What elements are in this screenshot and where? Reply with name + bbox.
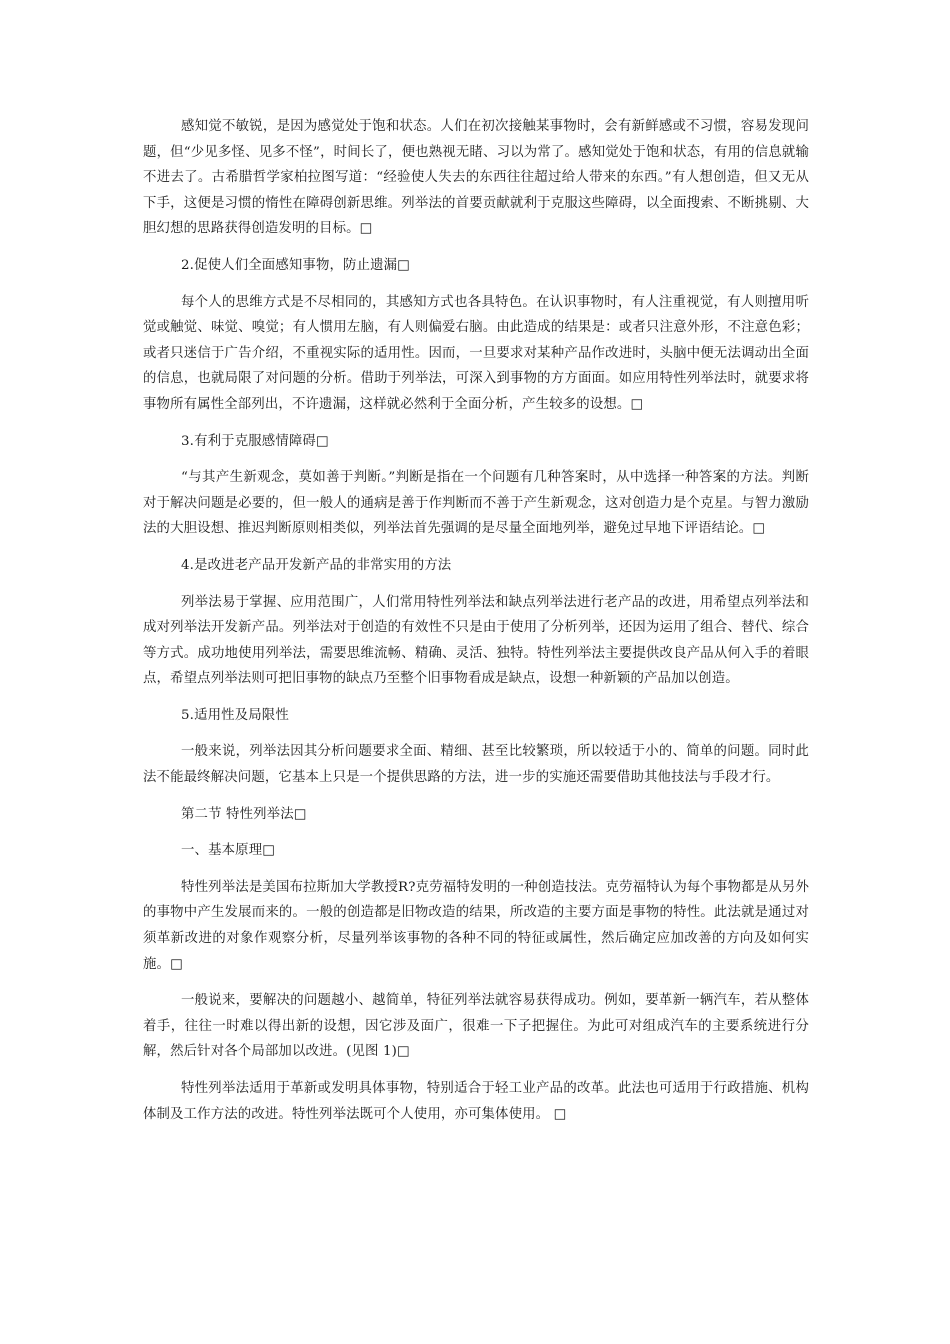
- paragraph-applicability: 特性列举法适用于革新或发明具体事物，特别适合于轻工业产品的改革。此法也可适用于行政措施、机构体制及工作方法的改进。特性列举法既可个人使用，亦可集体使用。 □: [143, 1081, 809, 1122]
- section-heading-5: 5.适用性及局限性: [181, 707, 289, 723]
- document-body: [143, 114, 809, 1138]
- section-heading-3: 3.有利于克服感情障碍□: [181, 433, 329, 449]
- paragraph-thinking-styles: 每个人的思维方式是不尽相同的，其感知方式也各具特色。在认识事物时，有人注重视觉，有人则擅用听觉或触觉、味觉、嗅觉；有人惯用左脑，有人则偏爱右脑。由此造成的结果是：或者只注意外形，不注意色彩；或者只迷信于广告介绍，不重视实际的适用性。因而，一旦要求对某种产品作改进时，头脑中便无法调动出全面的信息，也就局限了对问题的分析。借助于列举法，可深入到事物的方方面面。如应用特性列举法时，就要求将事物所有属性全部列出，不许遗漏，这样就必然利于全面分析，产生较多的设想。□: [143, 294, 809, 412]
- subsection-title-basic-principle: 一、基本原理□: [181, 843, 276, 859]
- paragraph-product-improvement: 列举法易于掌握、应用范围广，人们常用特性列举法和缺点列举法进行老产品的改进，用希望点列举法和成对列举法开发新产品。列举法对于创造的有效性不只是由于使用了分析列举，还因为运用了组合、替代、综合等方式。成功地使用列举法，需要思维流畅、精确、灵活、独特。特性列举法主要提供改良产品从何入手的着眼点，希望点列举法则可把旧事物的缺点乃至整个旧事物看成是缺点，设想一种新颖的产品加以创造。: [143, 594, 809, 687]
- paragraph-perception-saturation: 感知觉不敏锐，是因为感觉处于饱和状态。人们在初次接触某事物时，会有新鲜感或不习惯，容易发现问题，但“少见多怪、见多不怪”，时间长了，便也熟视无睹、习以为常了。感知觉处于饱和状态，有用的信息就输不进去了。古希腊哲学家柏拉图写道：“经验使人失去的东西往往超过给人带来的东西。”有人想创造，但又无从下手，这便是习惯的惰性在障碍创新思维。列举法的首要贡献就利于克服这些障碍，以全面搜索、不断挑剔、大胆幻想的思路获得创造发明的目标。□: [143, 119, 809, 237]
- chapter-section-title: 第二节 特性列举法□: [181, 806, 307, 822]
- paragraph-crawford-method: 特性列举法是美国布拉斯加大学教授R?克劳福特发明的一种创造技法。克劳福特认为每个事物都是从另外的事物中产生发展而来的。一般的创造都是旧物改造的结果，所改造的主要方面是事物的特性。此法就是通过对须革新改进的对象作观察分析，尽量列举该事物的各种不同的特征或属性，然后确定应加改善的方向及如何实施。□: [143, 879, 809, 972]
- section-heading-4: 4.是改进老产品开发新产品的非常实用的方法: [181, 557, 452, 573]
- section-heading-2: 2.促使人们全面感知事物，防止遗漏□: [181, 257, 410, 273]
- paragraph-car-example: 一般说来，要解决的问题越小、越简单，特征列举法就容易获得成功。例如，要革新一辆汽车，若从整体着手，往往一时难以得出新的设想，因它涉及面广，很难一下子把握住。为此可对组成汽车的主要系统进行分解，然后针对各个局部加以改进。(见图 1)□: [143, 993, 809, 1060]
- paragraph-judgment: “与其产生新观念，莫如善于判断。”判断是指在一个问题有几种答案时，从中选择一种答案的方法。判断对于解决问题是必要的，但一般人的通病是善于作判断而不善于产生新观念，这对创造力是个克星。与智力激励法的大胆设想、推迟判断原则相类似，列举法首先强调的是尽量全面地列举，避免过早地下评语结论。□: [143, 470, 809, 537]
- paragraph-limitations: 一般来说，列举法因其分析问题要求全面、精细、甚至比较繁琐，所以较适于小的、简单的问题。同时此法不能最终解决问题，它基本上只是一个提供思路的方法，进一步的实施还需要借助其他技法与手段才行。: [143, 744, 809, 786]
